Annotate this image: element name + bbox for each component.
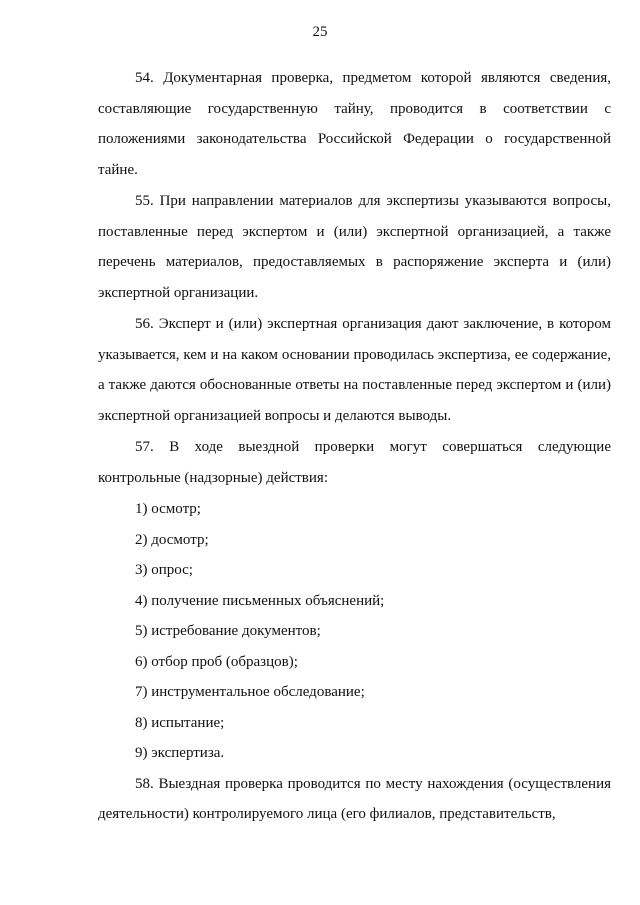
paragraph-55: 55. При направлении материалов для экспертизы указываются вопросы, поставленные перед экспертом и (или) экспертной организацией, а также перечень материалов, предоставляемых в распоряжение эксперта и (или) экспертной организации. [98,193,611,301]
list-item: 9) экспертиза. [135,745,225,761]
list-item: 5) истребование документов; [135,623,321,639]
document-body [98,63,611,831]
control-actions-list [98,494,611,769]
list-item: 8) испытание; [135,714,225,731]
paragraph-56: 56. Эксперт и (или) экспертная организация дают заключение, в котором указывается, кем и на каком основании проводилась экспертиза, ее содержание, а также даются обоснованные ответы на поставленные перед экспертом и (или) экспертной организацией вопросы и делаются выводы. [98,316,611,424]
list-item: 1) осмотр; [135,501,201,517]
paragraph-58: 58. Выездная проверка проводится по месту нахождения (осуществления деятельности) контролируемого лица (его филиалов, представительств, [98,775,611,822]
list-item: 2) досмотр; [135,531,209,548]
paragraph-57: 57. В ходе выездной проверки могут совершаться следующие контрольные (надзорные) действия: [98,439,611,486]
list-item: 4) получение письменных объяснений; [135,592,385,609]
list-item: 3) опрос; [135,562,193,578]
page-number: 25 [312,24,328,40]
list-item: 7) инструментальное обследование; [135,684,365,700]
paragraph-54: 54. Документарная проверка, предметом которой являются сведения, составляющие государственную тайну, проводится в соответствии с положениями законодательства Российской Федерации о государственной тайне. [98,70,611,178]
list-item: 6) отбор проб (образцов); [135,653,298,670]
